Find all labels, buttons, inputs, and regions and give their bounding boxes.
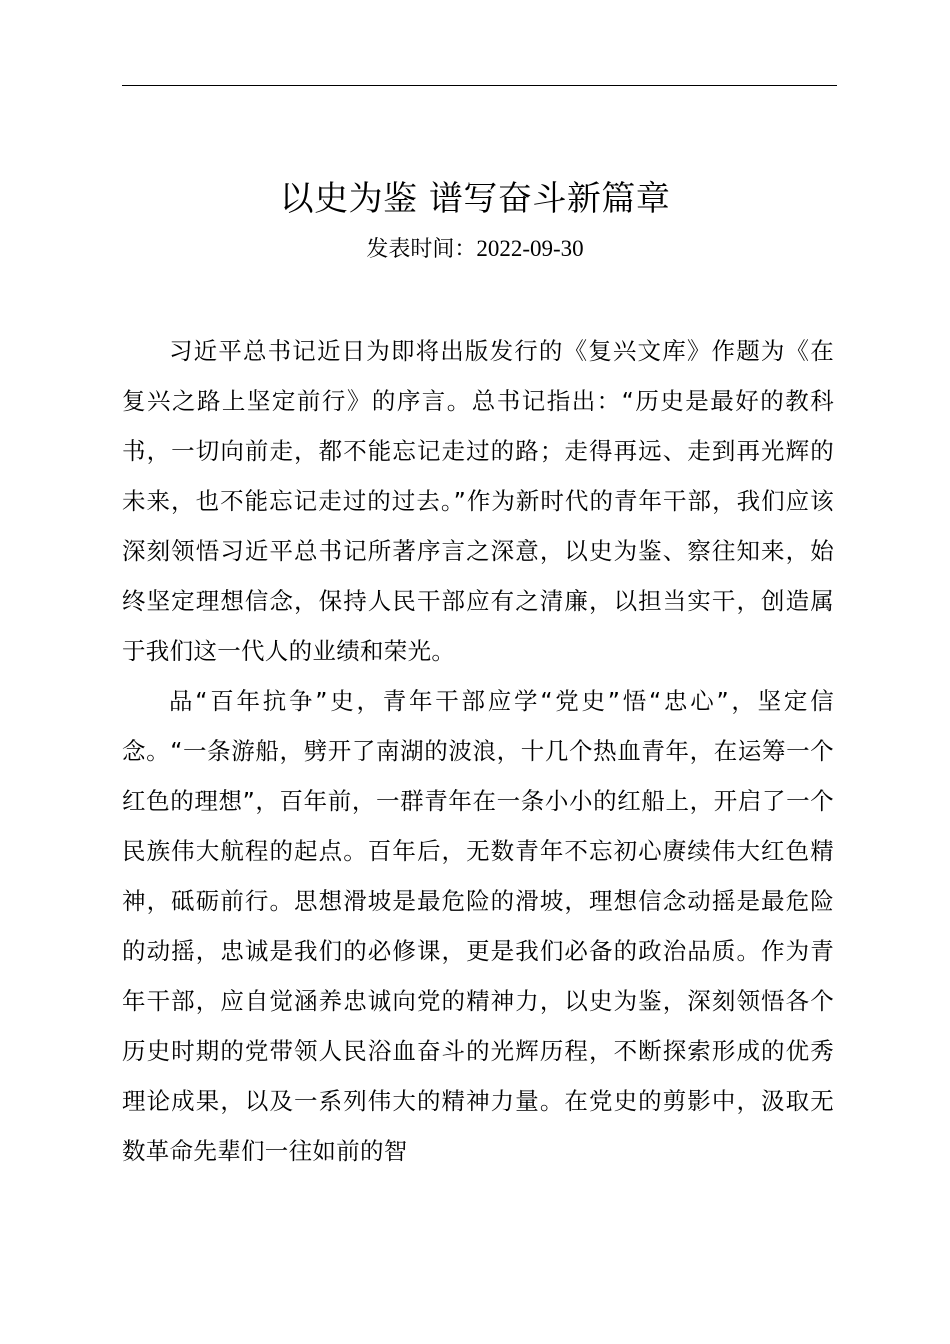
article-body — [122, 326, 834, 1176]
header-rule — [122, 85, 837, 86]
publish-date-value: 2022-09-30 — [476, 236, 584, 261]
body-paragraph-1: 习近平总书记近日为即将出版发行的《复兴文库》作题为《在复兴之路上坚定前行》的序言。总书记指出：“历史是最好的教科书，一切向前走，都不能忘记走过的路；走得再远、走到再光辉的未来，也不能忘记走过的过去。”作为新时代的青年干部，我们应该深刻领悟习近平总书记所著序言之深意，以史为鉴、察往知来，始终坚定理想信念，保持人民干部应有之清廉，以担当实干，创造属于我们这一代人的业绩和荣光。 — [122, 337, 834, 665]
publish-date-label: 发表时间： — [366, 237, 477, 262]
article-title: 以史为鉴 谱写奋斗新篇章 — [279, 179, 671, 219]
body-paragraph-2: 品“百年抗争”史，青年干部应学“党史”悟“忠心”，坚定信念。“一条游船，劈开了南湖的波浪，十几个热血青年，在运筹一个红色的理想”，百年前，一群青年在一条小小的红船上，开启了一个民族伟大航程的起点。百年后，无数青年不忘初心赓续伟大红色精神，砥砺前行。思想滑坡是最危险的滑坡，理想信念动摇是最危险的动摇，忠诚是我们的必修课，更是我们必备的政治品质。作为青年干部，应自觉涵养忠诚向党的精神力，以史为鉴，深刻领悟各个历史时期的党带领人民浴血奋斗的光辉历程，不断探索形成的优秀理论成果，以及一系列伟大的精神力量。在党史的剪影中，汲取无数革命先辈们一往如前的智 — [122, 687, 834, 1165]
publish-date — [0, 232, 950, 267]
